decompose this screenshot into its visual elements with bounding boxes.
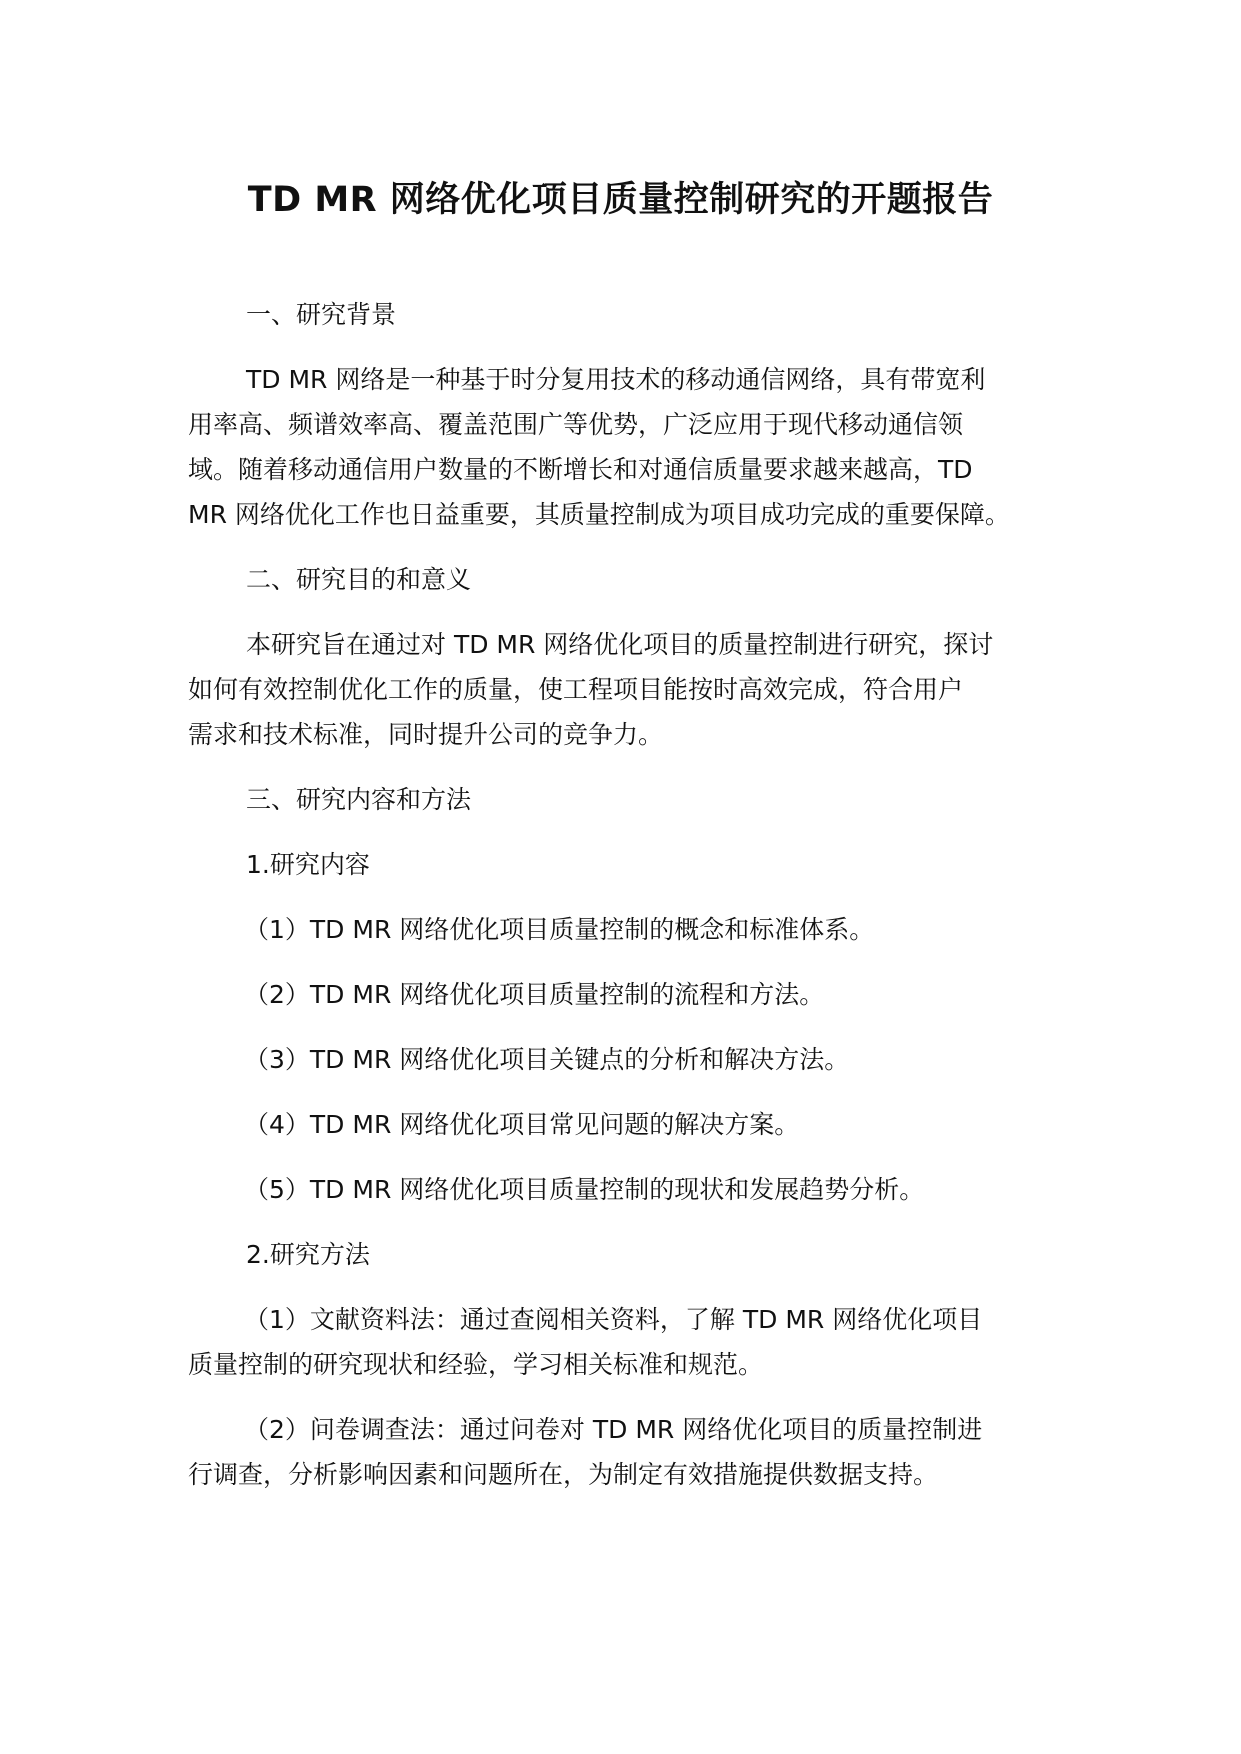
purpose-paragraph-line: 本研究旨在通过对 TD MR 网络优化项目的质量控制进行研究，探讨 bbox=[246, 630, 994, 659]
method-paragraph-line: 质量控制的研究现状和经验，学习相关标准和规范。 bbox=[188, 1350, 764, 1379]
method-paragraph-line: （2）问卷调查法：通过问卷对 TD MR 网络优化项目的质量控制进 bbox=[244, 1415, 983, 1444]
background-paragraph-line: 域。随着移动通信用户数量的不断增长和对通信质量要求越来越高，TD bbox=[188, 455, 973, 484]
method-paragraph-line: 行调查，分析影响因素和问题所在，为制定有效措施提供数据支持。 bbox=[188, 1460, 939, 1489]
document-title: TD MR 网络优化项目质量控制研究的开题报告 bbox=[247, 180, 994, 220]
section-heading-purpose: 二、研究目的和意义 bbox=[246, 565, 472, 594]
content-list-item: （4）TD MR 网络优化项目常见问题的解决方案。 bbox=[244, 1110, 800, 1139]
content-list-item: （5）TD MR 网络优化项目质量控制的现状和发展趋势分析。 bbox=[244, 1175, 925, 1204]
background-paragraph-line: MR 网络优化工作也日益重要，其质量控制成为项目成功完成的重要保障。 bbox=[188, 500, 1010, 529]
method-paragraph-line: （1）文献资料法：通过查阅相关资料，了解 TD MR 网络优化项目 bbox=[244, 1305, 983, 1334]
purpose-paragraph-line: 如何有效控制优化工作的质量，使工程项目能按时高效完成，符合用户 bbox=[188, 675, 964, 704]
purpose-paragraph-line: 需求和技术标准，同时提升公司的竞争力。 bbox=[188, 720, 664, 749]
document-body bbox=[188, 292, 1078, 1497]
subheading-research-content: 1.研究内容 bbox=[246, 850, 370, 879]
section-heading-content-methods: 三、研究内容和方法 bbox=[246, 785, 472, 814]
background-paragraph-line: 用率高、频谱效率高、覆盖范围广等优势，广泛应用于现代移动通信领 bbox=[188, 410, 964, 439]
content-list-item: （1）TD MR 网络优化项目质量控制的概念和标准体系。 bbox=[244, 915, 875, 944]
section-heading-background: 一、研究背景 bbox=[246, 300, 397, 329]
content-list-item: （3）TD MR 网络优化项目关键点的分析和解决方法。 bbox=[244, 1045, 850, 1074]
subheading-research-methods: 2.研究方法 bbox=[246, 1240, 370, 1269]
background-paragraph-line: TD MR 网络是一种基于时分复用技术的移动通信网络，具有带宽利 bbox=[246, 365, 986, 394]
content-list-item: （2）TD MR 网络优化项目质量控制的流程和方法。 bbox=[244, 980, 825, 1009]
